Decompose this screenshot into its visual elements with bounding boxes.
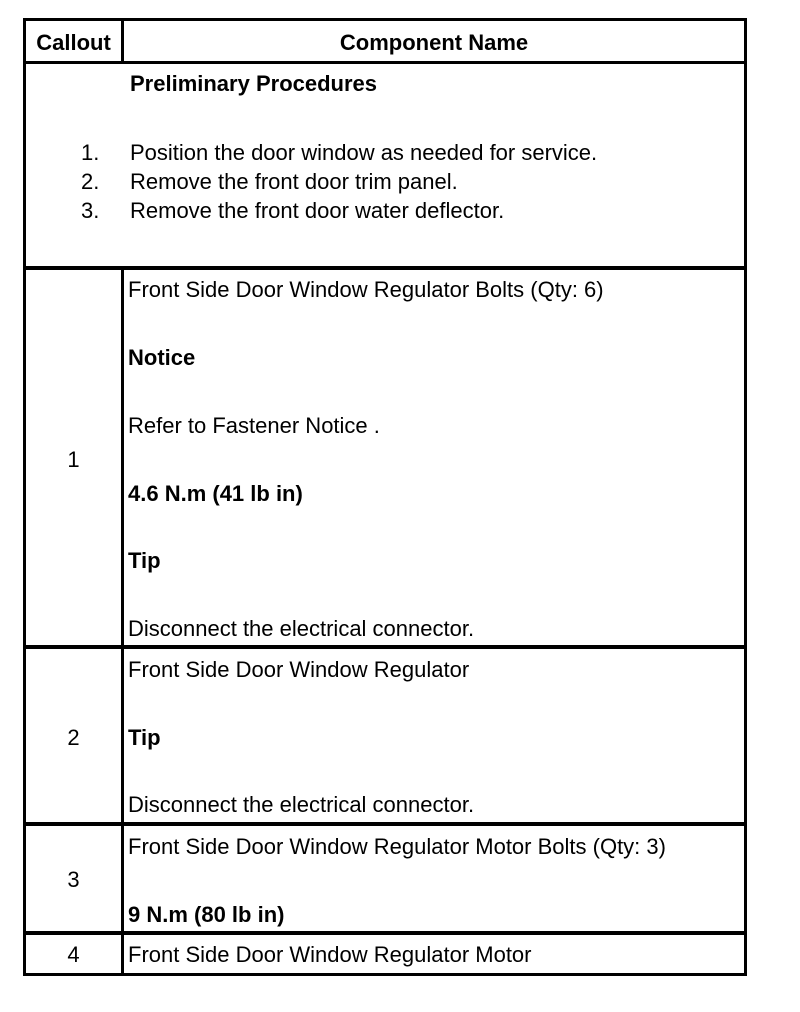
- torque-spec: 9 N.m (80 lb in): [128, 902, 285, 927]
- header-component-name: Component Name: [339, 30, 529, 55]
- step-text: Remove the front door water deflector.: [130, 198, 505, 223]
- tip-label: Tip: [128, 548, 161, 573]
- callout-number: 1: [67, 447, 80, 472]
- component-name: Front Side Door Window Regulator Bolts (Qty: 6): [128, 277, 604, 302]
- preliminary-title: Preliminary Procedures: [130, 71, 378, 96]
- step-text: Remove the front door trim panel.: [130, 169, 458, 194]
- component-name: Front Side Door Window Regulator: [128, 657, 470, 682]
- tip-text: Disconnect the electrical connector.: [128, 792, 475, 817]
- row-divider: [26, 822, 744, 826]
- torque-spec: 4.6 N.m (41 lb in): [128, 481, 303, 506]
- component-name: Front Side Door Window Regulator Motor: [128, 942, 532, 967]
- step-number: 2.: [81, 169, 100, 194]
- row-divider: [26, 645, 744, 649]
- component-table: [23, 18, 747, 976]
- callout-number: 2: [67, 725, 80, 750]
- step-text: Position the door window as needed for service.: [130, 140, 598, 165]
- notice-label: Notice: [128, 345, 196, 370]
- row-divider: [26, 61, 744, 64]
- tip-text: Disconnect the electrical connector.: [128, 616, 475, 641]
- header-callout: Callout: [36, 30, 111, 55]
- callout-number: 3: [67, 867, 80, 892]
- row-divider: [26, 266, 744, 270]
- component-name: Front Side Door Window Regulator Motor Bolts (Qty: 3): [128, 834, 666, 859]
- column-divider-body: [121, 266, 124, 976]
- step-number: 1.: [81, 140, 100, 165]
- step-number: 3.: [81, 198, 100, 223]
- callout-number: 4: [67, 942, 80, 967]
- notice-text: Refer to Fastener Notice .: [128, 413, 380, 438]
- tip-label: Tip: [128, 725, 161, 750]
- row-divider: [26, 931, 744, 935]
